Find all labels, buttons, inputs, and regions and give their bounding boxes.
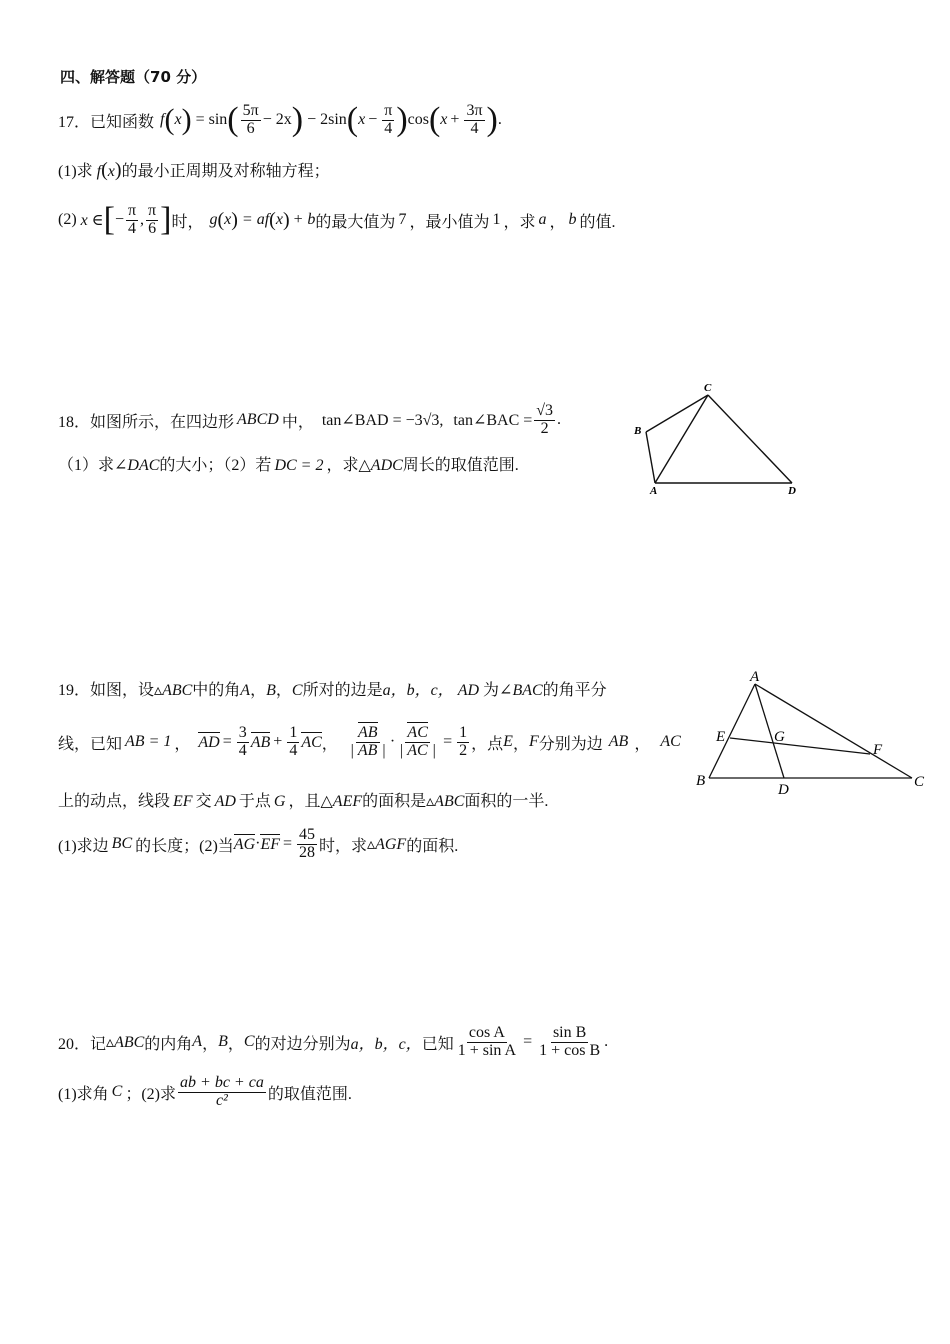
q17-frac-3pi-4: $\frac{3\pi}{4}$ (466, 101, 483, 137)
q17-part1: (1)求 f(x)的最小正周期及对称轴方程； (58, 159, 330, 181)
q17-number: 17． (58, 113, 91, 131)
label-b: B (696, 773, 706, 789)
label-c: C (704, 382, 712, 394)
label-a: A (650, 485, 658, 497)
label-f: F (873, 742, 883, 758)
edge-cb (646, 395, 708, 432)
label-d: D (778, 782, 789, 798)
label-e: E (716, 729, 726, 745)
q19-parts: (1)求边 BC 的长度；(2)当 AG · EF = $\frac{45}{28}$ 时，求 ▵AGF 的面积. (58, 825, 459, 861)
q20-stem: 20． 记 ▵ABC 的内角 A ， B ， C 的对边分别为 a，b，c， 已知 $\frac{\text{cos A}}{\text{1 + sin A}}$ = $\frac{\text{sin B}}{\text{1 + cos B}}$ . (58, 1023, 609, 1059)
q17-stem: 17． 已知函数 f ( x ) = sin ( $\frac{5\pi}{6}$ − 2x ) − 2sin ( x − $\frac{\pi}{4}$ ) cos ( x + $\frac{3\pi}{4}$ ) . (58, 101, 502, 138)
section-title: 四、解答题（70 分） (60, 68, 207, 86)
q20-parts: (1)求角 C ；(2)求 $\frac{ab + bc + ca}{\text{c²}}$ 的取值范围. (58, 1073, 352, 1109)
edge-ba (646, 432, 655, 483)
label-b: B (634, 425, 642, 437)
q17-frac-pi-4: $\frac{\pi}{4}$ (384, 101, 393, 137)
label-a: A (750, 669, 760, 685)
q18-parts: （1）求∠DAC的大小；（2）若 DC = 2 ，求△ADC周长的取值范围. (58, 457, 519, 474)
edge-dc (708, 395, 792, 483)
q18-stem: 18． 如图所示，在四边形 ABCD 中， tan∠BAD = −3√3, tan∠BAC = $\frac{√3}{2}$ . (58, 401, 562, 437)
label-c: C (914, 774, 925, 790)
q20-number: 20． (58, 1035, 91, 1053)
q18-number: 18． (58, 413, 91, 431)
q19-stem-line3: 上的动点，线段 EF 交 AD 于点 G ，且△AEF的面积是▵ABC面积的一半. (58, 793, 549, 810)
label-d: D (788, 485, 796, 497)
q19-stem-line2: 线，已知 AB = 1 ， AD = $\frac{3}{4}$ AB + $\frac{1}{4}$ AC ， $\frac{AB}{| AB |}$ · $\frac{AC}{| AC |}$ = $\frac{1}{2}$ ，点 E ， F 分别为边 AB ， AC (58, 723, 681, 759)
q18-quadrilateral-figure (630, 378, 810, 500)
label-g: G (774, 729, 785, 745)
edge-ac (655, 395, 708, 483)
q19-stem-line1: 19．如图，设▵ABC中的角A，B，C所对的边是a，b，c， AD 为∠BAC的角平分 (58, 682, 607, 699)
q17-frac-5pi-6: $\frac{5\pi}{6}$ (242, 101, 259, 137)
q19-triangle-figure (690, 668, 935, 798)
q19-number: 19． (58, 682, 91, 699)
q17-part2: (2) x ∈ [ − $\frac{\pi}{4}$ , $\frac{\pi}{6}$ ] 时， g ( x ) = af ( x ) + b 的最大值为 7 ，最小值为 1 ，求 a ， b 的值. (58, 201, 616, 238)
